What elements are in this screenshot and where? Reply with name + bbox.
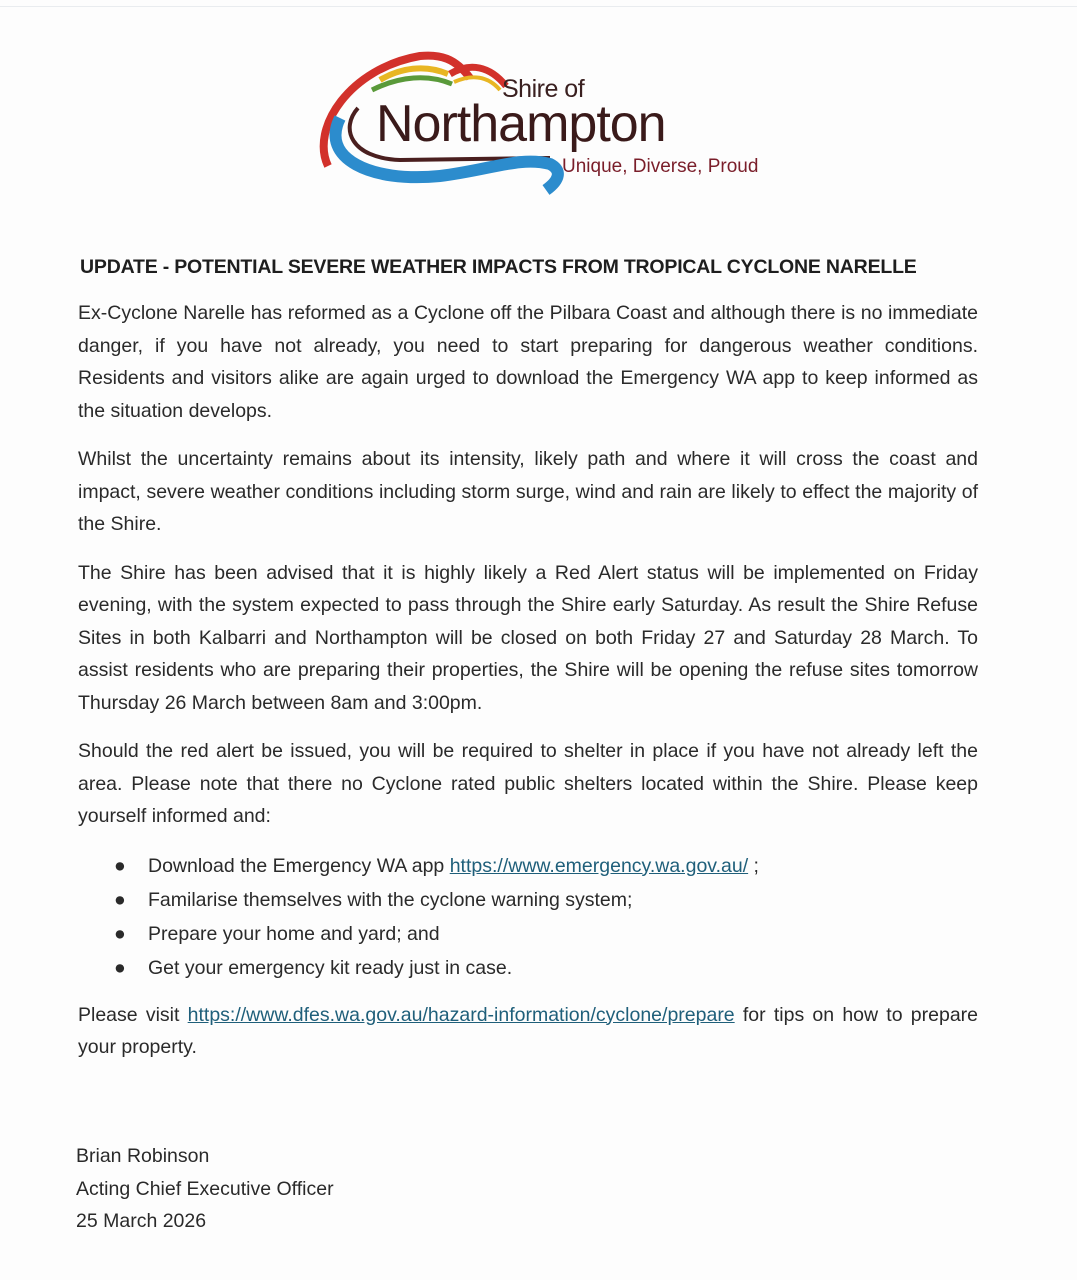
notice-body (78, 256, 978, 1080)
list-item-text: Get your emergency kit ready just in case. (148, 956, 513, 979)
list-item (78, 849, 978, 883)
logo-tagline: Unique, Diverse, Proud (562, 156, 759, 177)
list-item-text: Familarise themselves with the cyclone warning system; (148, 888, 633, 911)
emergency-wa-link[interactable]: https://www.emergency.wa.gov.au/ (449, 854, 749, 877)
action-list (78, 849, 978, 985)
signature-block (76, 1140, 334, 1238)
paragraph-2: Whilst the uncertainty remains about its intensity, likely path and where it will cross the coast and impact, severe weather conditions including storm surge, wind and rain are likely to effect the majority of the Shire. (78, 448, 978, 535)
list-item-suffix: ; (748, 854, 759, 877)
shire-logo (310, 48, 770, 198)
signatory-name: Brian Robinson (76, 1145, 210, 1167)
signature-date: 25 March 2026 (76, 1210, 207, 1232)
bullet-icon: ● (114, 922, 126, 945)
logo-shire-of: Shire of (502, 75, 585, 103)
logo-northampton: Northampton (376, 95, 666, 153)
bullet-icon: ● (114, 956, 126, 979)
visit-suffix: for tips on how to prepare your property. (78, 1003, 979, 1058)
list-item (78, 883, 978, 917)
notice-title: UPDATE - POTENTIAL SEVERE WEATHER IMPACTS FROM TROPICAL CYCLONE NARELLE (80, 256, 917, 278)
list-item-text: Prepare your home and yard; and (148, 922, 440, 945)
list-item-text: Download the Emergency WA app (148, 854, 450, 877)
bullet-icon: ● (114, 888, 126, 911)
bullet-icon: ● (114, 854, 126, 877)
paragraph-4: Should the red alert be issued, you will be required to shelter in place if you have not already left the area. Please note that there no Cyclone rated public shelters located within the Shire. Please keep yourself informed and: (78, 740, 978, 827)
paragraph-1: Ex-Cyclone Narelle has reformed as a Cyclone off the Pilbara Coast and although there is no immediate danger, if you have not already, you need to start preparing for dangerous weather conditions. Residents and visitors alike are again urged to download the Emergency WA app to keep informed as the situation develops. (78, 302, 978, 422)
list-item (78, 951, 978, 985)
dfes-cyclone-link[interactable]: https://www.dfes.wa.gov.au/hazard-information/cyclone/prepare (187, 1003, 735, 1026)
page-edge (0, 6, 1077, 7)
visit-prefix: Please visit (78, 1003, 188, 1026)
paragraph-3: The Shire has been advised that it is highly likely a Red Alert status will be implemented on Friday evening, with the system expected to pass through the Shire early Saturday. As result the Shire Refuse Sites in both Kalbarri and Northampton will be closed on both Friday 27 and Saturday 28 March. To assist residents who are preparing their properties, the Shire will be opening the refuse sites tomorrow Thursday 26 March between 8am and 3:00pm. (78, 561, 978, 714)
list-item (78, 917, 978, 951)
signatory-role: Acting Chief Executive Officer (76, 1177, 334, 1200)
visit-paragraph (78, 999, 978, 1064)
